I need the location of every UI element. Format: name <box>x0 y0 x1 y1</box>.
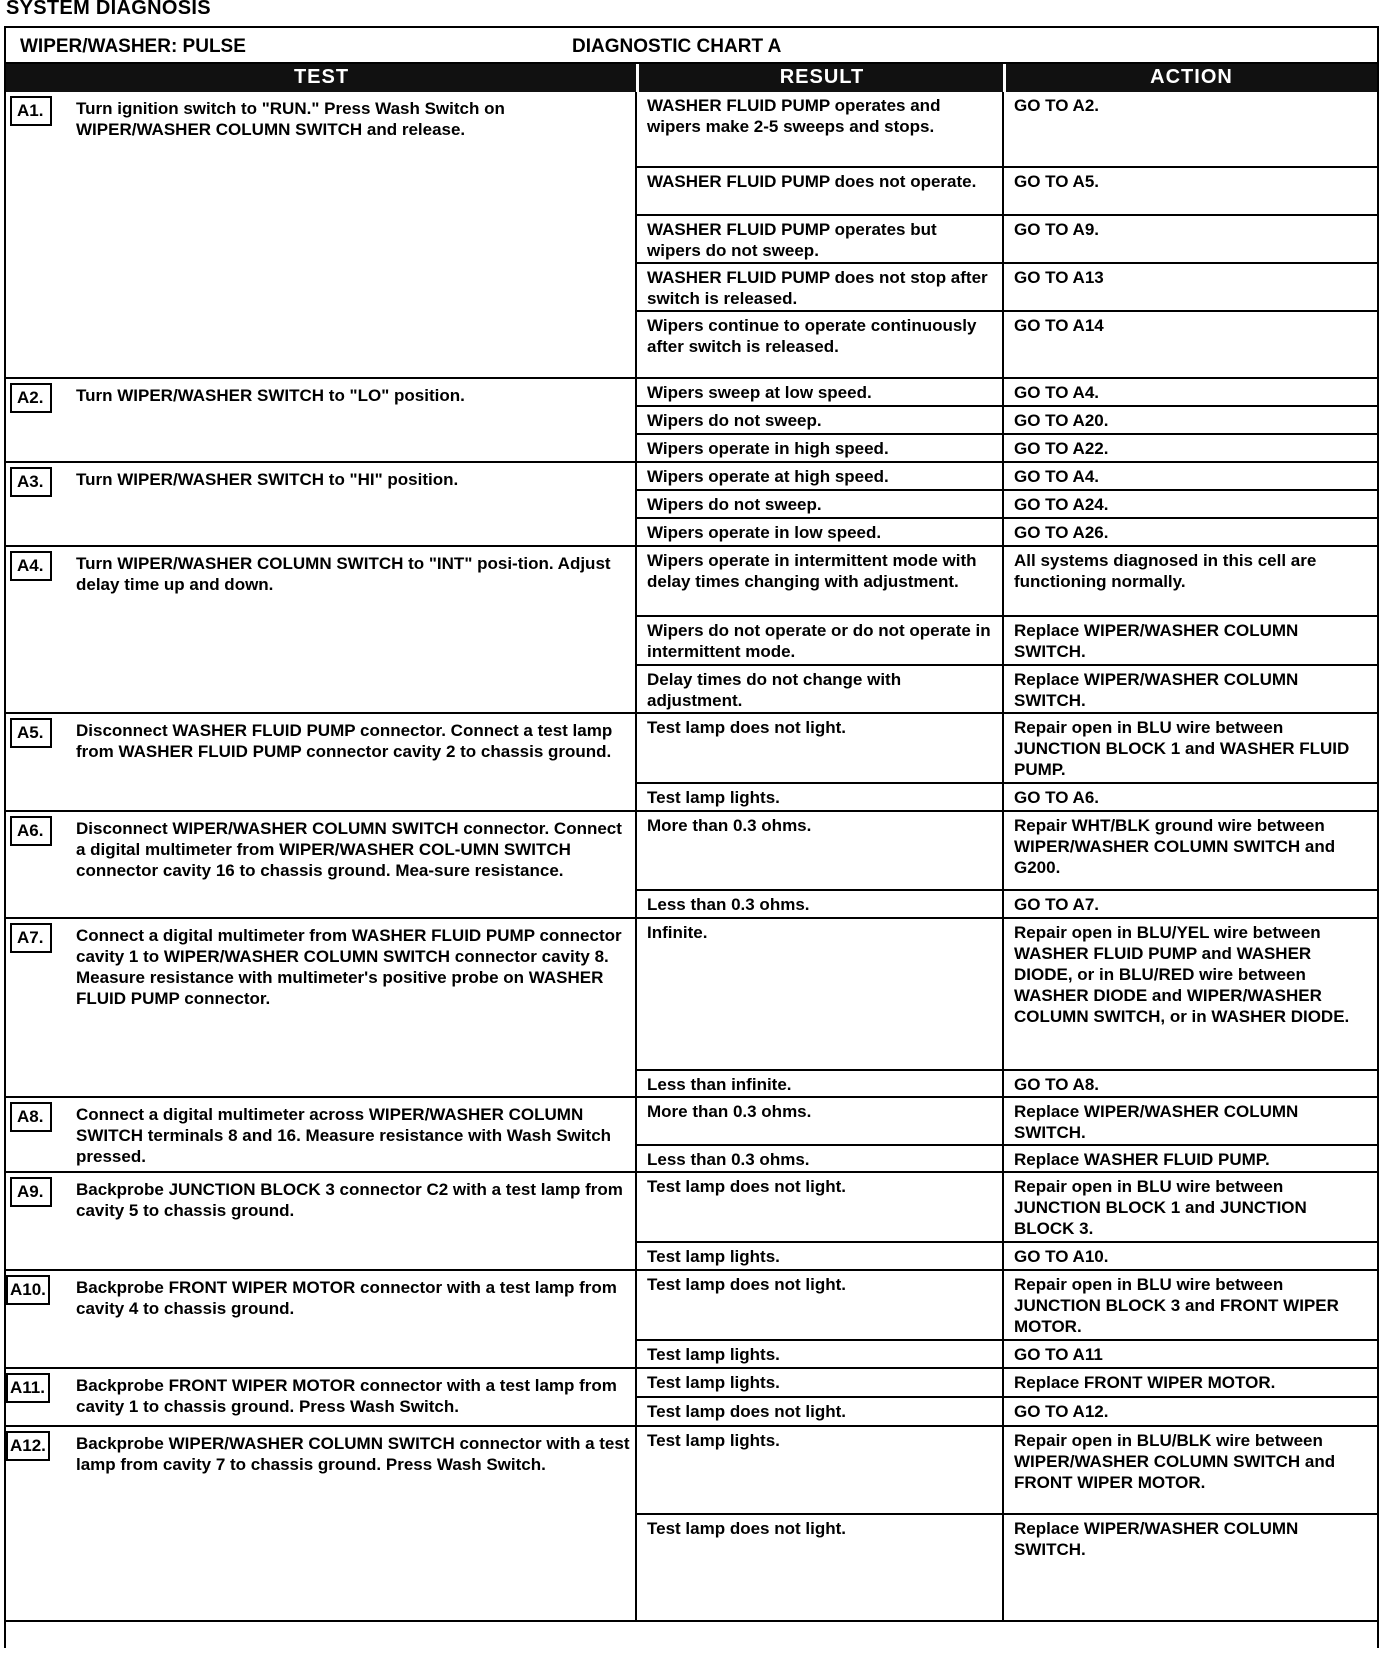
result-row <box>637 491 1377 519</box>
action-text: GO TO A10. <box>1014 1247 1109 1266</box>
result-row <box>637 463 1377 491</box>
action-text: GO TO A7. <box>1014 895 1100 914</box>
action-text: GO TO A5. <box>1014 172 1100 191</box>
result-text: WASHER FLUID PUMP does not stop after switch is released. <box>637 264 1004 310</box>
test-cell <box>6 1173 637 1269</box>
result-text: Test lamp lights. <box>637 1427 1004 1513</box>
result-text: Wipers operate in high speed. <box>637 435 1004 463</box>
action-text: All systems diagnosed in this cell are functioning normally. <box>1014 551 1317 591</box>
result-text: Test lamp does not light. <box>637 1173 1004 1241</box>
result-row <box>637 1173 1377 1243</box>
result-row <box>637 1341 1377 1369</box>
result-text: Wipers do not sweep. <box>637 407 1004 433</box>
result-text: More than 0.3 ohms. <box>637 812 1004 889</box>
result-row <box>637 666 1377 714</box>
column-header-bar <box>6 64 1377 92</box>
result-rows <box>637 379 1377 461</box>
diagnostic-chart <box>4 26 1379 1648</box>
action-text: GO TO A4. <box>1014 467 1100 486</box>
result-text: Wipers do not sweep. <box>637 491 1004 517</box>
test-step-text: Backprobe JUNCTION BLOCK 3 connector C2 with a test lamp from cavity 5 to chassis ground. <box>76 1180 623 1220</box>
column-header-action: ACTION <box>1150 66 1233 88</box>
action-text: GO TO A4. <box>1014 383 1100 402</box>
test-group <box>6 1173 1377 1271</box>
result-row <box>637 1071 1377 1098</box>
test-group <box>6 547 1377 714</box>
test-group <box>6 919 1377 1098</box>
action-text: GO TO A12. <box>1014 1402 1109 1421</box>
result-row <box>637 1271 1377 1341</box>
result-row <box>637 216 1377 264</box>
action-text: GO TO A11 <box>1014 1345 1103 1364</box>
chart-system-label: WIPER/WASHER: PULSE <box>20 36 246 57</box>
test-cell <box>6 919 637 1096</box>
test-step-id: A12. <box>6 1431 50 1461</box>
test-group <box>6 463 1377 547</box>
test-group <box>6 1098 1377 1173</box>
result-text: Wipers operate in low speed. <box>637 519 1004 547</box>
result-text: More than 0.3 ohms. <box>637 1098 1004 1144</box>
result-text: Wipers operate at high speed. <box>637 463 1004 489</box>
action-text: Replace WIPER/WASHER COLUMN SWITCH. <box>1014 1519 1299 1559</box>
result-row <box>637 92 1377 168</box>
result-row <box>637 1098 1377 1146</box>
result-rows <box>637 1427 1377 1620</box>
result-text: Test lamp does not light. <box>637 1398 1004 1427</box>
test-group <box>6 812 1377 919</box>
test-group <box>6 1369 1377 1427</box>
action-text: Repair open in BLU wire between JUNCTION BLOCK 1 and WASHER FLUID PUMP. <box>1014 718 1350 779</box>
test-step-id: A5. <box>10 718 52 748</box>
test-step-text: Disconnect WIPER/WASHER COLUMN SWITCH connector. Connect a digital multimeter from WIPER/WASHER COL-UMN SWITCH connector cavity 16 to chassis ground. Mea-sure resistance. <box>76 819 622 880</box>
test-step-text: Backprobe FRONT WIPER MOTOR connector with a test lamp from cavity 1 to chassis ground. Press Wash Switch. <box>76 1376 617 1416</box>
test-cell <box>6 1369 637 1425</box>
test-group <box>6 379 1377 463</box>
action-text: GO TO A6. <box>1014 788 1100 807</box>
test-cell <box>6 812 637 917</box>
result-text: Less than 0.3 ohms. <box>637 1146 1004 1173</box>
action-text: GO TO A2. <box>1014 96 1100 115</box>
result-text: Wipers operate in intermittent mode with delay times changing with adjustment. <box>637 547 1004 615</box>
test-group <box>6 714 1377 812</box>
result-text: Test lamp does not light. <box>637 1271 1004 1339</box>
action-text: GO TO A24. <box>1014 495 1109 514</box>
action-text: Replace WIPER/WASHER COLUMN SWITCH. <box>1014 1102 1299 1142</box>
result-text: Wipers sweep at low speed. <box>637 379 1004 405</box>
result-row <box>637 264 1377 312</box>
result-rows <box>637 812 1377 917</box>
action-text: GO TO A22. <box>1014 439 1109 458</box>
result-text: Test lamp lights. <box>637 784 1004 812</box>
test-group <box>6 1427 1377 1622</box>
action-text: GO TO A13 <box>1014 268 1104 287</box>
action-text: Repair open in BLU/YEL wire between WASHER FLUID PUMP and WASHER DIODE, or in BLU/RED wire between WASHER DIODE and WIPER/WASHER COLUMN SWITCH, or in WASHER DIODE. <box>1014 923 1350 1026</box>
result-row <box>637 312 1377 379</box>
result-text: Less than 0.3 ohms. <box>637 891 1004 919</box>
test-step-text: Disconnect WASHER FLUID PUMP connector. Connect a test lamp from WASHER FLUID PUMP connector cavity 2 to chassis ground. <box>76 721 613 761</box>
test-cell <box>6 1098 637 1171</box>
result-row <box>637 714 1377 784</box>
test-step-id: A3. <box>10 467 52 497</box>
result-rows <box>637 547 1377 712</box>
test-cell <box>6 463 637 545</box>
test-step-text: Connect a digital multimeter across WIPER/WASHER COLUMN SWITCH terminals 8 and 16. Measure resistance with Wash Switch pressed. <box>76 1105 612 1166</box>
action-text: GO TO A20. <box>1014 411 1109 430</box>
result-rows <box>637 1173 1377 1269</box>
result-text: Test lamp lights. <box>637 1341 1004 1369</box>
test-cell <box>6 379 637 461</box>
result-text: Delay times do not change with adjustment. <box>637 666 1004 714</box>
action-text: Repair open in BLU/BLK wire between WIPER/WASHER COLUMN SWITCH and FRONT WIPER MOTOR. <box>1014 1431 1336 1492</box>
result-text: Wipers do not operate or do not operate in intermittent mode. <box>637 617 1004 664</box>
test-step-text: Connect a digital multimeter from WASHER FLUID PUMP connector cavity 1 to WIPER/WASHER COLUMN SWITCH connector cavity 8. Measure resistance with multimeter's positive probe on WASHER FLUID PUMP connector. <box>76 926 622 1008</box>
action-text: Replace WIPER/WASHER COLUMN SWITCH. <box>1014 670 1299 710</box>
test-group <box>6 1271 1377 1369</box>
action-text: Replace WIPER/WASHER COLUMN SWITCH. <box>1014 621 1299 661</box>
result-row <box>637 1369 1377 1398</box>
result-text: Test lamp lights. <box>637 1369 1004 1396</box>
result-rows <box>637 1369 1377 1425</box>
result-rows <box>637 463 1377 545</box>
result-row <box>637 812 1377 891</box>
result-text: Less than infinite. <box>637 1071 1004 1098</box>
result-rows <box>637 1098 1377 1171</box>
result-row <box>637 519 1377 547</box>
result-row <box>637 407 1377 435</box>
test-step-id: A2. <box>10 383 52 413</box>
action-text: Replace FRONT WIPER MOTOR. <box>1014 1373 1276 1392</box>
test-step-id: A9. <box>10 1177 52 1207</box>
test-step-text: Backprobe FRONT WIPER MOTOR connector with a test lamp from cavity 4 to chassis ground. <box>76 1278 617 1318</box>
action-text: GO TO A14 <box>1014 316 1104 335</box>
chart-title: DIAGNOSTIC CHART A <box>572 36 782 57</box>
result-row <box>637 891 1377 919</box>
test-cell <box>6 547 637 712</box>
result-text: Test lamp does not light. <box>637 714 1004 782</box>
result-row <box>637 547 1377 617</box>
test-step-id: A4. <box>10 551 52 581</box>
result-text: Test lamp lights. <box>637 1243 1004 1271</box>
test-cell <box>6 714 637 810</box>
action-text: Repair open in BLU wire between JUNCTION BLOCK 3 and FRONT WIPER MOTOR. <box>1014 1275 1339 1336</box>
result-rows <box>637 92 1377 377</box>
result-row <box>637 168 1377 216</box>
action-text: GO TO A9. <box>1014 220 1100 239</box>
action-text: Repair open in BLU wire between JUNCTION BLOCK 1 and JUNCTION BLOCK 3. <box>1014 1177 1307 1238</box>
result-row <box>637 435 1377 463</box>
test-step-id: A8. <box>10 1102 52 1132</box>
result-rows <box>637 714 1377 810</box>
result-row <box>637 1243 1377 1271</box>
test-step-id: A11. <box>6 1373 50 1403</box>
test-cell <box>6 1427 637 1620</box>
column-header-result: RESULT <box>779 66 865 88</box>
result-rows <box>637 919 1377 1096</box>
action-text: Repair WHT/BLK ground wire between WIPER/WASHER COLUMN SWITCH and G200. <box>1014 816 1336 877</box>
test-step-text: Turn ignition switch to "RUN." Press Wash Switch on WIPER/WASHER COLUMN SWITCH and release. <box>76 99 505 139</box>
result-row <box>637 1515 1377 1622</box>
action-text: GO TO A8. <box>1014 1075 1100 1094</box>
action-text: GO TO A26. <box>1014 523 1109 542</box>
result-text: WASHER FLUID PUMP does not operate. <box>637 168 1004 214</box>
result-text: Infinite. <box>637 919 1004 1069</box>
test-step-id: A10. <box>6 1275 50 1305</box>
result-text: Wipers continue to operate continuously after switch is released. <box>637 312 1004 379</box>
result-row <box>637 379 1377 407</box>
result-row <box>637 1427 1377 1515</box>
result-row <box>637 1146 1377 1173</box>
result-row <box>637 1398 1377 1427</box>
test-step-id: A6. <box>10 816 52 846</box>
column-header-test: TEST <box>293 66 350 88</box>
result-text: WASHER FLUID PUMP operates but wipers do not sweep. <box>637 216 1004 262</box>
test-cell <box>6 1271 637 1367</box>
result-rows <box>637 1271 1377 1367</box>
test-step-id: A7. <box>10 923 52 953</box>
test-step-text: Turn WIPER/WASHER COLUMN SWITCH to "INT" posi-tion. Adjust delay time up and down. <box>76 554 611 594</box>
section-title: SYSTEM DIAGNOSIS <box>6 0 211 19</box>
test-cell <box>6 92 637 377</box>
result-row <box>637 919 1377 1071</box>
result-row <box>637 784 1377 812</box>
test-step-text: Turn WIPER/WASHER SWITCH to "HI" position. <box>76 470 459 489</box>
chart-header <box>6 26 1379 64</box>
result-text: WASHER FLUID PUMP operates and wipers make 2-5 sweeps and stops. <box>637 92 1004 166</box>
test-group <box>6 92 1377 379</box>
test-step-text: Turn WIPER/WASHER SWITCH to "LO" position. <box>76 386 465 405</box>
test-step-text: Backprobe WIPER/WASHER COLUMN SWITCH connector with a test lamp from cavity 7 to chassis ground. Press Wash Switch. <box>76 1434 630 1474</box>
result-text: Test lamp does not light. <box>637 1515 1004 1622</box>
result-row <box>637 617 1377 666</box>
test-step-id: A1. <box>10 96 52 126</box>
action-text: Replace WASHER FLUID PUMP. <box>1014 1150 1270 1169</box>
